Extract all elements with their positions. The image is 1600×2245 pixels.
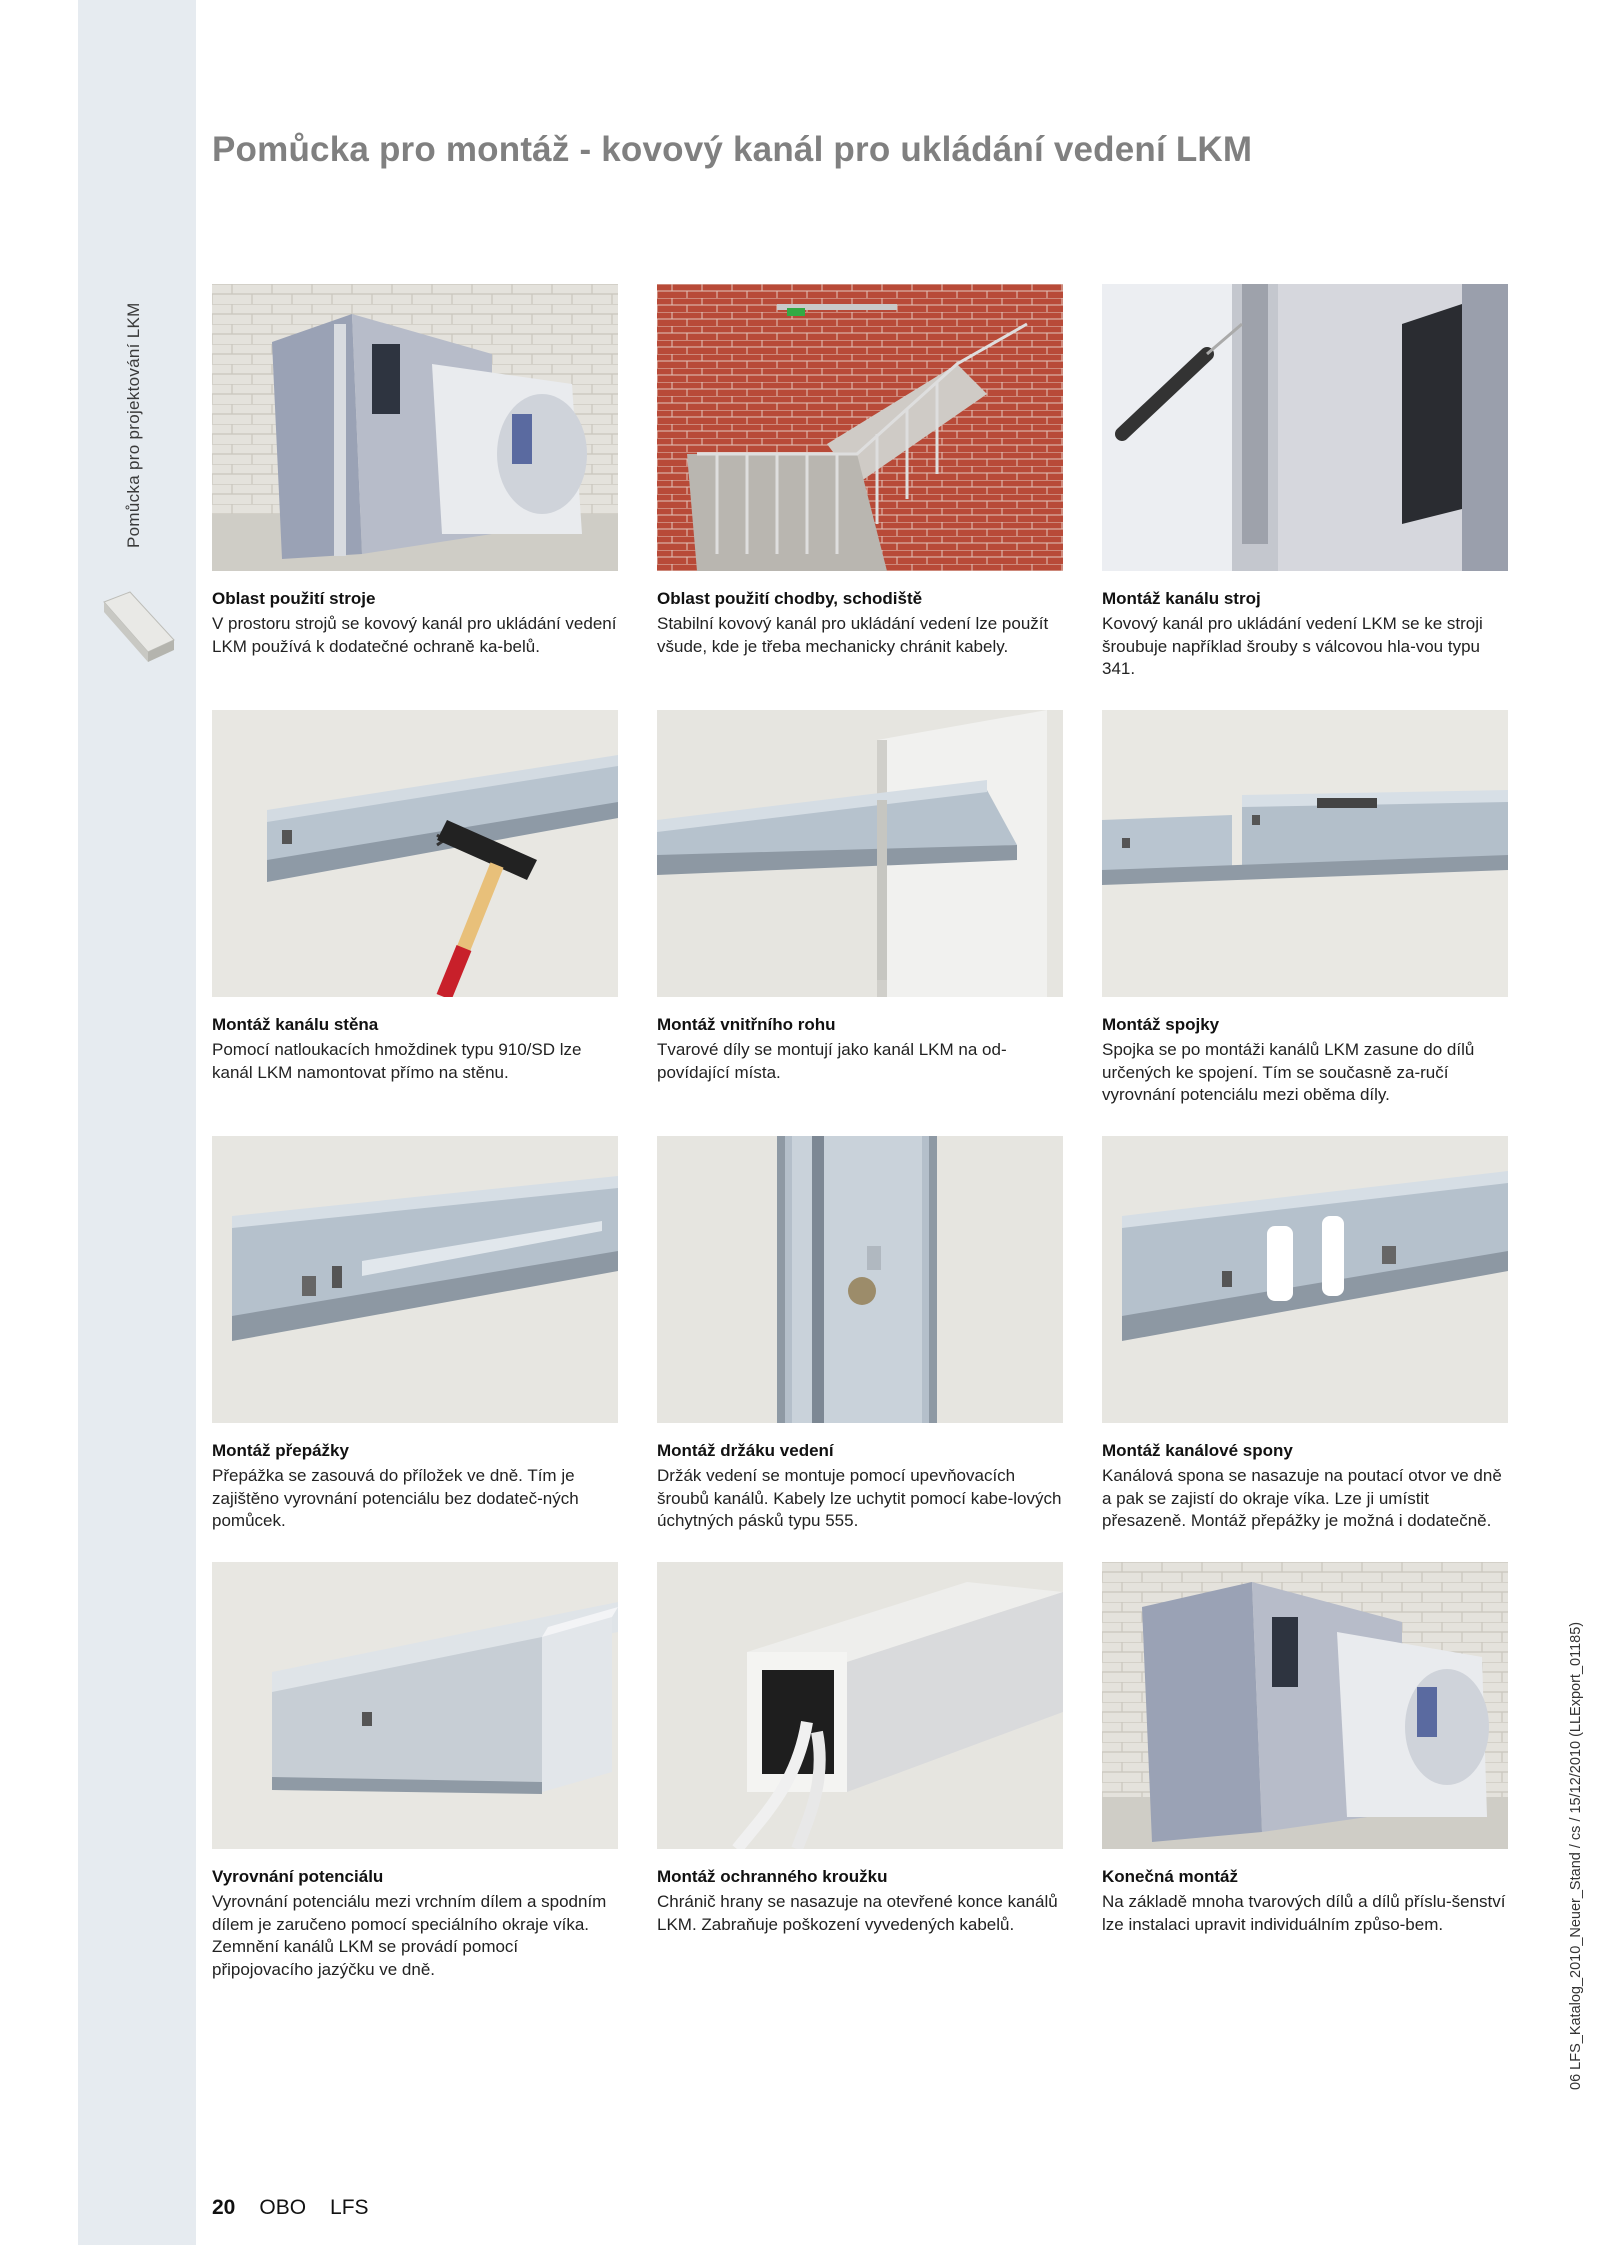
card-title: Vyrovnání potenciálu xyxy=(212,1867,384,1886)
step-card xyxy=(1102,710,1508,1128)
card-title: Montáž držáku vedení xyxy=(657,1441,834,1460)
channel-clip-photo xyxy=(1102,1136,1508,1423)
card-title: Montáž kanálové spony xyxy=(1102,1441,1293,1460)
card-text: Kanálová spona se nasazuje na poutací otvor ve dně a pak se zajistí do okraje víka. Lze ji umístit přesazeně. Montáž přepážky je možná i dodatečně. xyxy=(1102,1466,1502,1530)
card-text: Spojka se po montáži kanálů LKM zasune do dílů určených ke spojení. Tím se současně za-ručí vyrovnání potenciálu mezi oběma díly. xyxy=(1102,1040,1475,1104)
lid-channel-photo xyxy=(212,1562,618,1849)
card-text: Pomocí natloukacích hmoždinek typu 910/SD lze kanál LKM namontovat přímo na stěnu. xyxy=(212,1040,582,1082)
machine-room-photo xyxy=(212,284,618,571)
page-number: 20 xyxy=(212,2196,236,2219)
card-text: Tvarové díly se montují jako kanál LKM na od-povídající místa. xyxy=(657,1040,1007,1082)
card-title: Konečná montáž xyxy=(1102,1867,1239,1886)
card-title: Montáž přepážky xyxy=(212,1441,349,1460)
card-title: Montáž vnitřního rohu xyxy=(657,1015,836,1034)
cable-holder-photo xyxy=(657,1136,1063,1423)
hammer-wall-photo xyxy=(212,710,618,997)
card-text: Přepážka se zasouvá do příložek ve dně. Tím je zajištěno vyrovnání potenciálu bez dodateč-ných pomůcek. xyxy=(212,1466,579,1530)
document-reference-text: 06 LFS_Katalog_2010_Neuer_Stand / cs / 15/12/2010 (LLExport_01185) xyxy=(1568,1621,1584,2090)
step-card xyxy=(212,710,618,1128)
card-text: Stabilní kovový kanál pro ukládání vedení lze použít všude, kde je třeba mechanicky chránit kabely. xyxy=(657,614,1049,656)
card-text: Vyrovnání potenciálu mezi vrchním dílem a spodním dílem je zaručeno pomocí speciálního okraje víka. Zemnění kanálů LKM se provádí pomocí připojovacího jazýčku ve dně. xyxy=(212,1892,607,1979)
document-reference xyxy=(1568,1620,1592,2090)
step-card xyxy=(657,1136,1063,1554)
side-section-label xyxy=(124,248,154,548)
side-section-label-text: Pomůcka pro projektování LKM xyxy=(124,302,143,548)
step-card xyxy=(212,1136,618,1554)
footer-brand: OBO xyxy=(259,2196,307,2219)
page-title: Pomůcka pro montáž - kovový kanál pro ukládání vedení LKM xyxy=(212,130,1253,169)
footer-section: LFS xyxy=(330,2196,369,2219)
page-footer xyxy=(212,2196,369,2220)
step-card xyxy=(657,710,1063,1128)
card-text: Na základě mnoha tvarových dílů a dílů příslu-šenství lze instalaci upravit individuálním způso-bem. xyxy=(1102,1892,1506,1934)
card-title: Montáž kanálu stěna xyxy=(212,1015,379,1034)
card-title: Oblast použití chodby, schodiště xyxy=(657,589,923,608)
step-card xyxy=(657,1562,1063,1980)
steps-grid xyxy=(212,284,1508,1980)
screwdriver-machine-photo xyxy=(1102,284,1508,571)
step-card xyxy=(657,284,1063,702)
step-card xyxy=(1102,1136,1508,1554)
final-machine-photo xyxy=(1102,1562,1508,1849)
card-text: Držák vedení se montuje pomocí upevňovacích šroubů kanálů. Kabely lze uchytit pomocí kabe-lových úchytných pásků typu 555. xyxy=(657,1466,1062,1530)
card-text: Chránič hrany se nasazuje na otevřené konce kanálů LKM. Zabraňuje poškození vyvedených kabelů. xyxy=(657,1892,1058,1934)
card-title: Montáž spojky xyxy=(1102,1015,1220,1034)
edge-protector-photo xyxy=(657,1562,1063,1849)
stairwell-photo xyxy=(657,284,1063,571)
step-card xyxy=(212,284,618,702)
card-text: Kovový kanál pro ukládání vedení LKM se ke stroji šroubuje například šrouby s válcovou hla-vou typu 341. xyxy=(1102,614,1483,678)
partition-photo xyxy=(212,1136,618,1423)
card-title: Oblast použití stroje xyxy=(212,589,376,608)
card-title: Montáž kanálu stroj xyxy=(1102,589,1261,608)
step-card xyxy=(212,1562,618,1980)
card-text: V prostoru strojů se kovový kanál pro ukládání vedení LKM používá k dodatečné ochraně ka-belů. xyxy=(212,614,617,656)
metal-channel-icon xyxy=(100,588,178,668)
step-card xyxy=(1102,1562,1508,1980)
coupling-photo xyxy=(1102,710,1508,997)
step-card xyxy=(1102,284,1508,702)
inner-corner-photo xyxy=(657,710,1063,997)
card-title: Montáž ochranného kroužku xyxy=(657,1867,888,1886)
